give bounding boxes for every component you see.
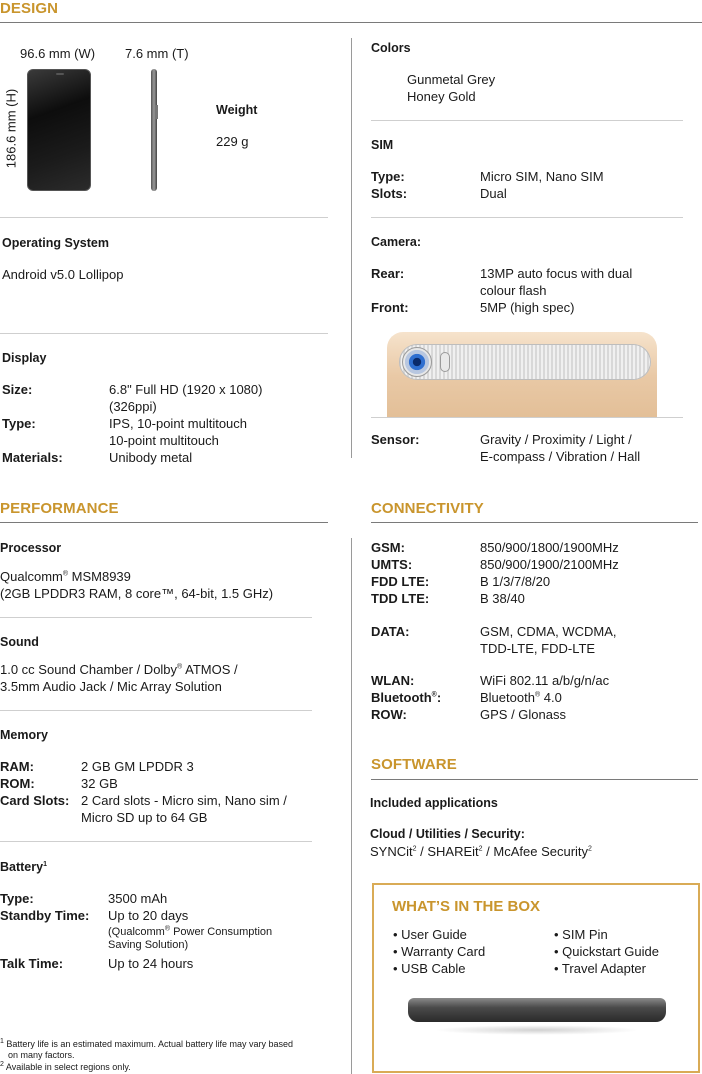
gsm-value: 850/900/1800/1900MHz	[480, 540, 619, 555]
footnote-mark: 2	[412, 845, 417, 853]
bluetooth-value	[480, 689, 562, 706]
connectivity-divider	[371, 522, 698, 523]
text: / SHAREit	[416, 844, 479, 859]
divider	[0, 617, 312, 618]
performance-title: PERFORMANCE	[0, 500, 119, 517]
processor-value-1	[0, 568, 131, 585]
divider	[371, 217, 683, 218]
os-label: Operating System	[2, 236, 109, 250]
sim-label: SIM	[371, 138, 394, 152]
text: Bluetooth	[480, 690, 535, 705]
cloud-label: Cloud / Utilities / Security:	[370, 827, 525, 841]
camera-closeup-image	[387, 332, 657, 418]
processor-value-2: (2GB LPDDR3 RAM, 8 core™, 64-bit, 1.5 GHz)	[0, 586, 274, 601]
box-title: WHAT’S IN THE BOX	[392, 898, 541, 915]
card-slots-value-2: Micro SD up to 64 GB	[81, 810, 208, 825]
divider	[371, 417, 683, 418]
memory-label: Memory	[0, 728, 48, 742]
design-divider	[0, 22, 702, 23]
phone-flat-image	[408, 998, 666, 1022]
sensor-value-1: Gravity / Proximity / Light /	[480, 432, 632, 447]
footnote-mark: 2	[588, 845, 592, 853]
type-value-1: IPS, 10-point multitouch	[109, 416, 248, 431]
fdd-lte-label: FDD LTE:	[371, 574, 430, 589]
connectivity-title: CONNECTIVITY	[371, 500, 484, 517]
registered-mark: ®	[177, 663, 183, 671]
cloud-value	[370, 843, 592, 860]
sim-type-value: Micro SIM, Nano SIM	[480, 169, 604, 184]
performance-divider	[0, 522, 328, 523]
text: :	[436, 690, 442, 705]
text: Available in select regions only.	[3, 1062, 131, 1072]
colors-label: Colors	[371, 41, 411, 55]
software-title: SOFTWARE	[371, 756, 457, 773]
text: 1.0 cc Sound Chamber / Dolby	[0, 662, 178, 677]
registered-mark: ®	[164, 925, 171, 933]
footnote-2	[0, 1062, 131, 1073]
display-label: Display	[2, 351, 47, 365]
rom-label: ROM:	[0, 776, 35, 791]
row-label: ROW:	[371, 707, 407, 722]
ram-value: 2 GB GM LPDDR 3	[81, 759, 194, 774]
text: Qualcomm	[0, 569, 63, 584]
umts-label: UMTS:	[371, 557, 413, 572]
registered-mark: ®	[62, 570, 69, 578]
rear-label: Rear:	[371, 266, 405, 281]
height-dimension: 186.6 mm (H)	[3, 88, 19, 169]
standby-label: Standby Time:	[0, 908, 90, 923]
ram-label: RAM:	[0, 759, 34, 774]
bluetooth-label	[371, 689, 441, 706]
text: (Qualcomm	[108, 926, 165, 938]
text: MSM8939	[68, 569, 131, 584]
weight-label: Weight	[216, 103, 258, 117]
data-value-1: GSM, CDMA, WCDMA,	[480, 624, 617, 639]
footnote-mark: 2	[0, 1061, 4, 1068]
width-dimension: 96.6 mm (W)	[20, 46, 96, 61]
card-slots-value-1: 2 Card slots - Micro sim, Nano sim /	[81, 793, 287, 808]
box-item: • User Guide	[393, 927, 467, 942]
phone-side-image	[151, 69, 157, 191]
sound-label: Sound	[0, 635, 39, 649]
sim-slots-label: Slots:	[371, 186, 408, 201]
size-value-1: 6.8" Full HD (1920 x 1080)	[109, 382, 263, 397]
color-item: Gunmetal Grey	[407, 72, 496, 87]
wlan-value: WiFi 802.11 a/b/g/n/ac	[480, 673, 610, 688]
camera-label: Camera:	[371, 235, 422, 249]
color-item: Honey Gold	[407, 89, 476, 104]
battery-label	[0, 859, 47, 876]
standby-note-1	[108, 926, 272, 939]
thickness-dimension: 7.6 mm (T)	[125, 46, 189, 61]
column-separator	[351, 538, 352, 1074]
divider	[371, 120, 683, 121]
gsm-label: GSM:	[371, 540, 405, 555]
included-apps-label: Included applications	[370, 796, 498, 810]
phone-shadow	[434, 1025, 640, 1035]
text: SYNCit	[370, 844, 413, 859]
camera-lens-icon	[402, 347, 432, 377]
tdd-lte-label: TDD LTE:	[371, 591, 430, 606]
standby-value: Up to 20 days	[108, 908, 189, 923]
software-divider	[371, 779, 698, 780]
footnote-mark: 1	[0, 1038, 4, 1045]
sim-type-label: Type:	[371, 169, 405, 184]
phone-front-image	[27, 69, 91, 191]
registered-mark: ®	[431, 691, 437, 699]
text: ATMOS /	[182, 662, 238, 677]
front-value: 5MP (high spec)	[480, 300, 575, 315]
box-item: • Travel Adapter	[554, 961, 646, 976]
materials-value: Unibody metal	[109, 450, 193, 465]
box-item: • Quickstart Guide	[554, 944, 659, 959]
sim-slots-value: Dual	[480, 186, 507, 201]
box-item: • Warranty Card	[393, 944, 486, 959]
data-value-2: TDD-LTE, FDD-LTE	[480, 641, 596, 656]
text: 4.0	[540, 690, 562, 705]
text: Power Consumption	[170, 926, 273, 938]
footnote-mark: 2	[478, 845, 483, 853]
talk-value: Up to 24 hours	[108, 956, 194, 971]
tdd-lte-value: B 38/40	[480, 591, 525, 606]
processor-label: Processor	[0, 541, 62, 555]
battery-type-value: 3500 mAh	[108, 891, 168, 906]
size-label: Size:	[2, 382, 33, 397]
weight-value: 229 g	[216, 134, 249, 149]
fdd-lte-value: B 1/3/7/8/20	[480, 574, 551, 589]
type-value-2: 10-point multitouch	[109, 433, 219, 448]
rear-value-1: 13MP auto focus with dual	[480, 266, 633, 281]
talk-label: Talk Time:	[0, 956, 64, 971]
os-value: Android v5.0 Lollipop	[2, 267, 124, 282]
footnote-1	[0, 1039, 293, 1050]
standby-note-2: Saving Solution)	[108, 939, 189, 951]
sensor-label: Sensor:	[371, 432, 420, 447]
umts-value: 850/900/1900/2100MHz	[480, 557, 619, 572]
materials-label: Materials:	[2, 450, 63, 465]
divider	[0, 217, 328, 218]
footnote-1-cont: on many factors.	[8, 1050, 75, 1060]
card-slots-label: Card Slots:	[0, 793, 70, 808]
battery-type-label: Type:	[0, 891, 34, 906]
flash-icon	[440, 352, 450, 372]
type-label: Type:	[2, 416, 36, 431]
sound-value-2: 3.5mm Audio Jack / Mic Array Solution	[0, 679, 222, 694]
divider	[0, 333, 328, 334]
divider	[0, 710, 312, 711]
text: Battery life is an estimated maximum. Actual battery life may vary based	[3, 1039, 294, 1049]
sensor-value-2: E-compass / Vibration / Hall	[480, 449, 641, 464]
whats-in-the-box-panel	[372, 883, 700, 1073]
front-label: Front:	[371, 300, 409, 315]
footnote-mark: 1	[43, 860, 47, 868]
data-label: DATA:	[371, 624, 410, 639]
design-title: DESIGN	[0, 0, 59, 17]
rom-value: 32 GB	[81, 776, 118, 791]
column-separator	[351, 38, 352, 458]
text: / McAfee Security	[482, 844, 589, 859]
rear-value-2: colour flash	[480, 283, 547, 298]
sound-value-1	[0, 661, 238, 678]
box-item: • USB Cable	[393, 961, 466, 976]
text: Bluetooth	[371, 690, 432, 705]
row-value: GPS / Glonass	[480, 707, 566, 722]
text: Battery	[0, 860, 44, 874]
box-item: • SIM Pin	[554, 927, 608, 942]
size-value-2: (326ppi)	[109, 399, 157, 414]
wlan-label: WLAN:	[371, 673, 415, 688]
divider	[0, 841, 312, 842]
registered-mark: ®	[534, 691, 541, 699]
